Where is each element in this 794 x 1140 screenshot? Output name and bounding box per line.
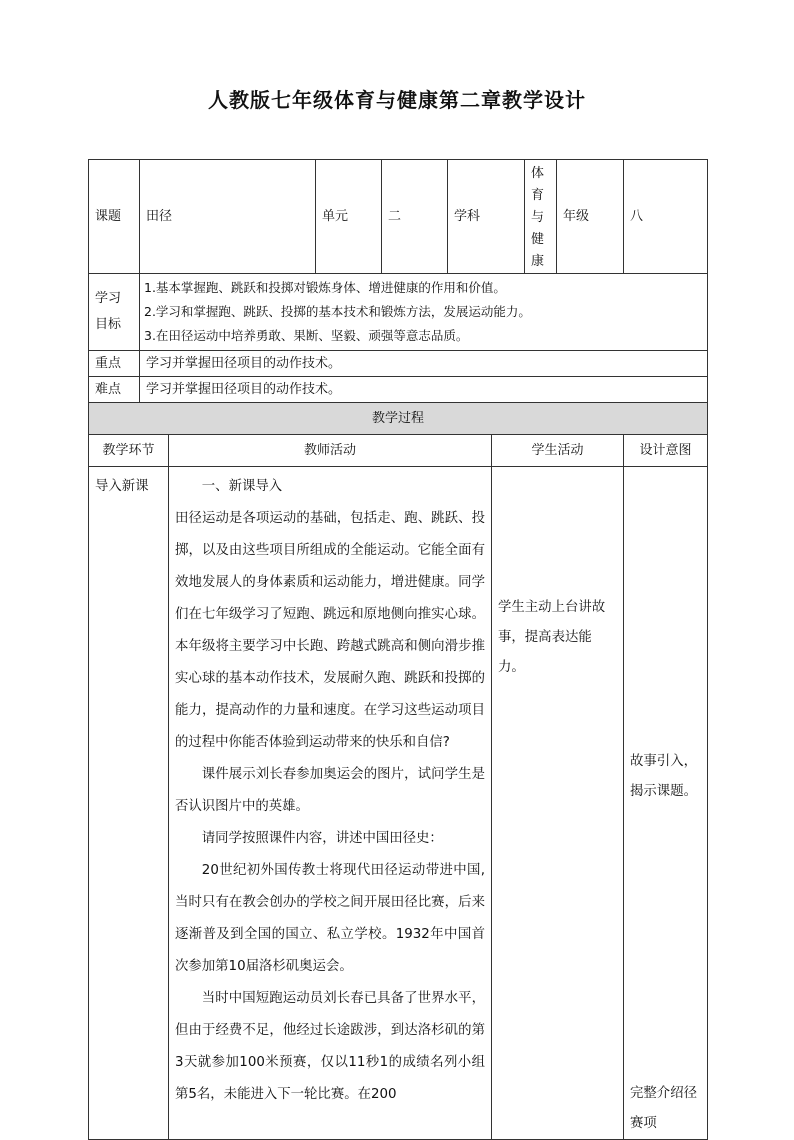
teacher-section-title: 一、新课导入 — [201, 479, 283, 494]
unit-value: 二 — [382, 160, 448, 274]
key-point-value: 学习并掌握田径项目的动作技术。 — [140, 351, 708, 377]
student-activity-cell — [492, 467, 624, 1140]
objectives-label — [89, 274, 140, 351]
column-header-stage: 教学环节 — [89, 435, 169, 467]
process-heading: 教学过程 — [89, 403, 708, 435]
lesson-plan-table — [88, 159, 708, 1140]
page-title: 人教版七年级体育与健康第二章教学设计 — [208, 88, 586, 112]
teacher-paragraph: 请同学按照课件内容，讲述中国田径史： — [201, 831, 443, 846]
grade-label: 年级 — [557, 160, 624, 274]
column-header-design: 设计意图 — [624, 435, 708, 467]
objectives-label-text: 学习目标 — [95, 291, 122, 332]
unit-label: 单元 — [316, 160, 382, 274]
key-point-label: 重点 — [89, 351, 140, 377]
difficulty-label: 难点 — [89, 377, 140, 403]
design-intent-text: 完整介绍径赛项 — [630, 1086, 697, 1131]
difficulty-value: 学习并掌握田径项目的动作技术。 — [140, 377, 708, 403]
stage-cell — [89, 467, 169, 1140]
teacher-paragraph: 课件展示刘长春参加奥运会的图片，试问学生是否认识图片中的英雄。 — [175, 767, 486, 814]
teacher-activity-cell — [169, 467, 492, 1140]
key-point-row — [89, 351, 708, 377]
topic-value: 田径 — [140, 160, 316, 274]
process-body-row — [89, 467, 708, 1140]
process-heading-row — [89, 403, 708, 435]
objective-item: 1.基本掌握跑、跳跃和投掷对锻炼身体、增进健康的作用和价值。 — [144, 280, 506, 295]
column-header-teacher: 教师活动 — [169, 435, 492, 467]
teacher-paragraph: 田径运动是各项运动的基础，包括走、跑、跳跃、投掷，以及由这些项目所组成的全能运动。它能全面有效地发展人的身体素质和运动能力，增进健康。同学们在七年级学习了短跑、跳远和原地侧向推实心球。本年级将主要学习中长跑、跨越式跳高和侧向滑步推实心球的基本动作技术，发展耐久跑、跳跃和投掷的能力，提高动作的力量和速度。在学习这些运动项目的过程中你能否体验到运动带来的快乐和自信? — [175, 511, 486, 750]
stage-label: 导入新课 — [95, 479, 149, 494]
column-header-student: 学生活动 — [492, 435, 624, 467]
header-row — [89, 160, 708, 274]
objectives-list — [140, 274, 708, 351]
objective-item: 2.学习和掌握跑、跳跃、投掷的基本技术和锻炼方法，发展运动能力。 — [144, 304, 531, 319]
difficulty-row — [89, 377, 708, 403]
process-column-headers — [89, 435, 708, 467]
student-activity-text: 学生主动上台讲故事，提高表达能力。 — [498, 600, 606, 675]
subject-value: 体育与健康 — [525, 160, 557, 274]
design-intent-cell — [624, 467, 708, 1140]
teacher-paragraph: 当时中国短跑运动员刘长春已具备了世界水平，但由于经费不足，他经过长途跋涉，到达洛杉矶的第3天就参加100米预赛，仅以11秒1的成绩名列小组第5名，未能进入下一轮比赛。在200 — [175, 991, 486, 1102]
objectives-row — [89, 274, 708, 351]
grade-value: 八 — [624, 160, 708, 274]
topic-label: 课题 — [89, 160, 140, 274]
design-intent-text: 故事引入，揭示课题。 — [630, 754, 697, 799]
objective-item: 3.在田径运动中培养勇敢、果断、坚毅、顽强等意志品质。 — [144, 328, 469, 343]
subject-label: 学科 — [448, 160, 525, 274]
teacher-paragraph: 20世纪初外国传教士将现代田径运动带进中国,当时只有在教会创办的学校之间开展田径比赛，后来逐渐普及到全国的国立、私立学校。1932年中国首次参加第10届洛杉矶奥运会。 — [175, 863, 486, 974]
